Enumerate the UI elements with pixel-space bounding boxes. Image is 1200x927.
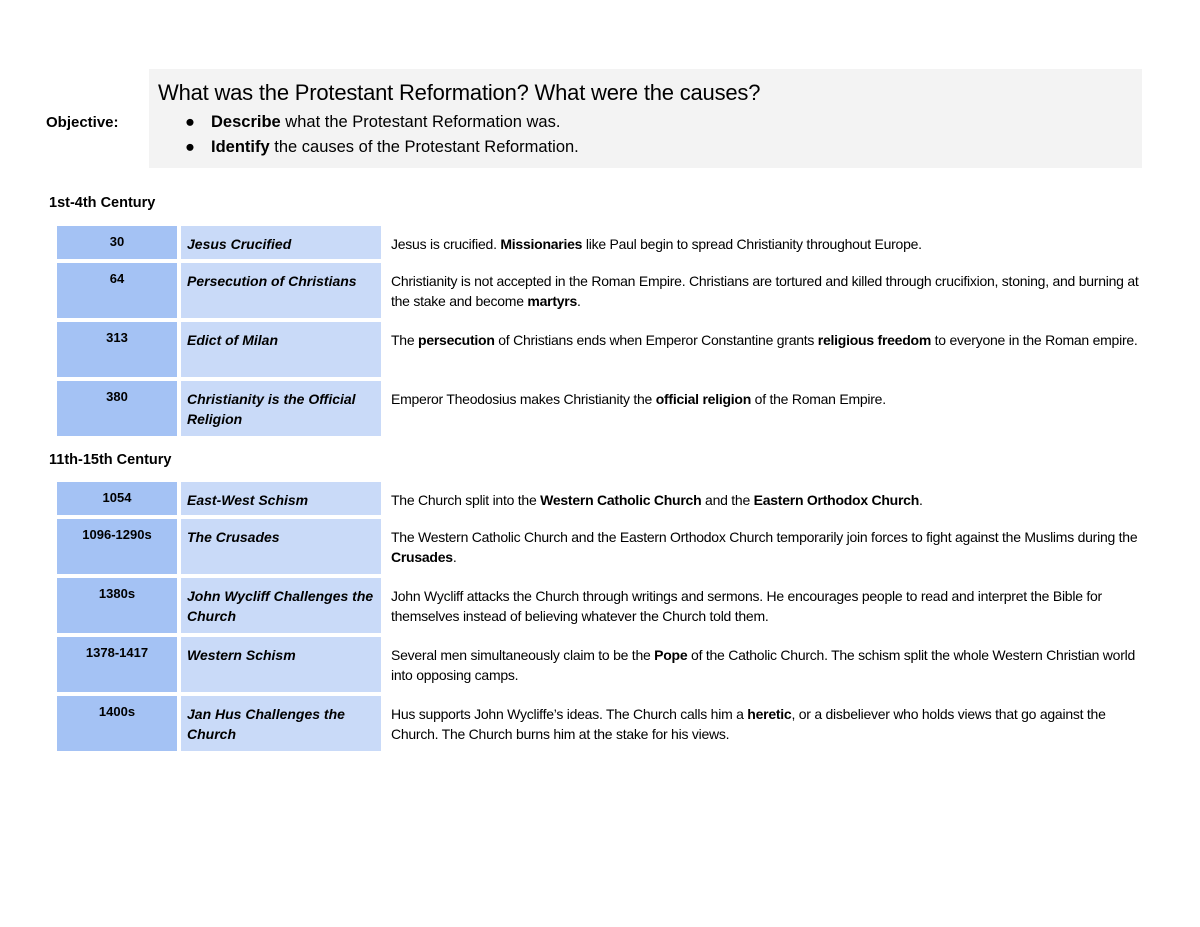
table-row xyxy=(57,322,1147,377)
bullet-text: the causes of the Protestant Reformation. xyxy=(269,138,579,156)
date-cell: 1096-1290s xyxy=(57,519,177,574)
date-cell: 1380s xyxy=(57,578,177,633)
objective-title: What was the Protestant Reformation? What were the causes? xyxy=(158,80,761,105)
key-term: martyrs xyxy=(527,293,578,309)
table-row xyxy=(57,519,1147,574)
key-term: Missionaries xyxy=(500,236,583,252)
description-cell xyxy=(385,322,1147,377)
description-text: to everyone in the Roman empire. xyxy=(931,332,1138,348)
description-cell xyxy=(385,381,1147,436)
key-term: persecution xyxy=(418,332,495,348)
description-text: John Wycliff attacks the Church through writings and sermons. He encourages people to read and interpret the Bible for themselves instead of believing whatever the Church told them. xyxy=(391,588,1102,624)
table-row xyxy=(57,696,1147,751)
event-cell: Western Schism xyxy=(181,637,381,692)
table-row xyxy=(57,226,1147,259)
description-text: of the Catholic Church. The schism split the whole Western Christian world into opposing camps. xyxy=(391,647,1136,683)
table-row xyxy=(57,482,1147,515)
table-row xyxy=(57,263,1147,318)
description-text: The Western Catholic Church and the Eastern Orthodox Church temporarily join forces to fight against the Muslims during the xyxy=(391,529,1138,545)
section-heading: 11th-15th Century xyxy=(49,452,172,468)
date-cell: 64 xyxy=(57,263,177,318)
description-text: The xyxy=(391,332,419,348)
timeline-table xyxy=(57,226,1147,440)
objective-list xyxy=(183,113,579,163)
event-cell: Edict of Milan xyxy=(181,322,381,377)
description-cell xyxy=(385,696,1147,751)
section-heading: 1st-4th Century xyxy=(49,195,156,211)
date-cell: 1400s xyxy=(57,696,177,751)
table-row xyxy=(57,381,1147,436)
date-cell: 1054 xyxy=(57,482,177,515)
bullet-icon: ● xyxy=(185,113,195,131)
event-cell: Jan Hus Challenges the Church xyxy=(181,696,381,751)
objective-bullet xyxy=(183,113,579,138)
description-cell xyxy=(385,578,1147,633)
description-text: Hus supports John Wycliffe’s ideas. The Church calls him a xyxy=(391,706,748,722)
description-cell xyxy=(385,519,1147,574)
key-term: religious freedom xyxy=(817,332,932,348)
description-text: The Church split into the xyxy=(391,492,541,508)
description-text: . xyxy=(577,293,581,309)
description-cell xyxy=(385,482,1147,515)
objective-bullet xyxy=(183,138,579,163)
key-term: Crusades xyxy=(391,549,453,565)
bullet-icon: ● xyxy=(185,138,195,156)
bullet-text: what the Protestant Reformation was. xyxy=(280,113,561,131)
description-text: of the Roman Empire. xyxy=(751,391,886,407)
description-text: Jesus is crucified. xyxy=(391,236,501,252)
date-cell: 313 xyxy=(57,322,177,377)
event-cell: East-West Schism xyxy=(181,482,381,515)
objective-box xyxy=(149,69,1142,168)
key-term: official religion xyxy=(655,391,752,407)
description-text: Emperor Theodosius makes Christianity the xyxy=(391,391,656,407)
date-cell: 1378-1417 xyxy=(57,637,177,692)
date-cell: 30 xyxy=(57,226,177,259)
description-text: like Paul begin to spread Christianity throughout Europe. xyxy=(582,236,922,252)
table-row xyxy=(57,637,1147,692)
objective-label: Objective: xyxy=(46,114,119,131)
event-cell: Jesus Crucified xyxy=(181,226,381,259)
bullet-verb: Identify xyxy=(211,138,270,156)
table-row xyxy=(57,578,1147,633)
event-cell: Persecution of Christians xyxy=(181,263,381,318)
key-term: heretic xyxy=(747,706,792,722)
event-cell: Christianity is the Official Religion xyxy=(181,381,381,436)
bullet-verb: Describe xyxy=(211,113,281,131)
description-cell xyxy=(385,226,1147,259)
key-term: Eastern Orthodox Church xyxy=(753,492,920,508)
event-cell: John Wycliff Challenges the Church xyxy=(181,578,381,633)
description-cell xyxy=(385,263,1147,318)
description-text: Christianity is not accepted in the Roman Empire. Christians are tortured and killed through crucifixion, stoning, and burning at the stake and become xyxy=(391,273,1139,309)
event-cell: The Crusades xyxy=(181,519,381,574)
date-cell: 380 xyxy=(57,381,177,436)
description-text: . xyxy=(452,549,457,565)
description-text: , or a disbeliever who holds views that go against the Church. The Church burns him at the stake for his views. xyxy=(391,706,1106,742)
key-term: Western Catholic Church xyxy=(540,492,702,508)
description-text: and the xyxy=(701,492,754,508)
key-term: Pope xyxy=(654,647,688,663)
timeline-table xyxy=(57,482,1147,755)
description-text: of Christians ends when Emperor Constantine grants xyxy=(494,332,818,348)
description-cell xyxy=(385,637,1147,692)
description-text: . xyxy=(919,492,923,508)
description-text: Several men simultaneously claim to be the xyxy=(391,647,655,663)
